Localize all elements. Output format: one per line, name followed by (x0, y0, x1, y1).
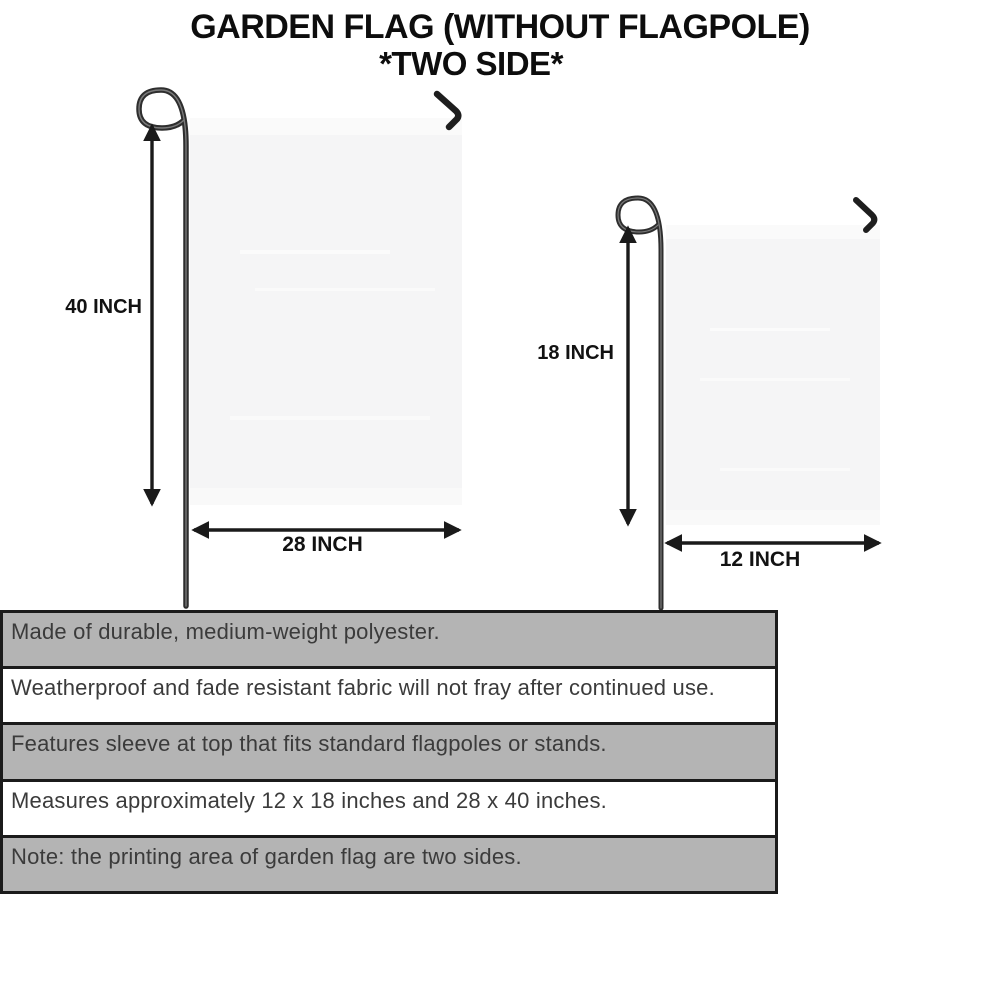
feature-row-weatherproof: Weatherproof and fade resistant fabric will not fray after continued use. (3, 669, 775, 725)
small-flag-width-label: 12 INCH (719, 548, 801, 571)
large-flagpole-highlight (139, 90, 186, 606)
fabric-wrinkle (190, 488, 462, 505)
fabric-wrinkle (230, 416, 430, 420)
small-flagpole (618, 198, 661, 608)
feature-list (0, 610, 778, 894)
small-flag-sleeve (666, 225, 880, 239)
page-title (0, 8, 1000, 82)
title-line-1: GARDEN FLAG (WITHOUT FLAGPOLE) (190, 8, 810, 46)
fabric-wrinkle (666, 510, 880, 525)
small-flag-height-label: 18 INCH (537, 342, 614, 364)
small-flag-fabric (666, 225, 880, 525)
feature-row-note: Note: the printing area of garden flag are two sides. (3, 838, 775, 891)
feature-row-sleeve: Features sleeve at top that fits standard flagpoles or stands. (3, 725, 775, 781)
fabric-wrinkle (710, 328, 830, 331)
flag-size-diagram (0, 78, 1000, 613)
large-flag-fabric (190, 118, 462, 505)
large-flag-group (139, 90, 462, 606)
large-flag-width-label: 28 INCH (282, 533, 363, 556)
large-flag-sleeve (190, 118, 462, 135)
fabric-wrinkle (255, 288, 435, 291)
large-flag-height-label: 40 INCH (65, 296, 142, 318)
feature-row-measurements: Measures approximately 12 x 18 inches and 28 x 40 inches. (3, 782, 775, 838)
small-flag-group (618, 198, 880, 608)
large-flagpole (139, 90, 186, 606)
fabric-wrinkle (700, 378, 850, 381)
fabric-wrinkle (720, 468, 850, 471)
small-flagpole-highlight (618, 198, 661, 608)
title-line-2: *TWO SIDE* (379, 45, 563, 82)
fabric-wrinkle (240, 250, 390, 254)
feature-row-material: Made of durable, medium-weight polyester. (3, 613, 775, 669)
